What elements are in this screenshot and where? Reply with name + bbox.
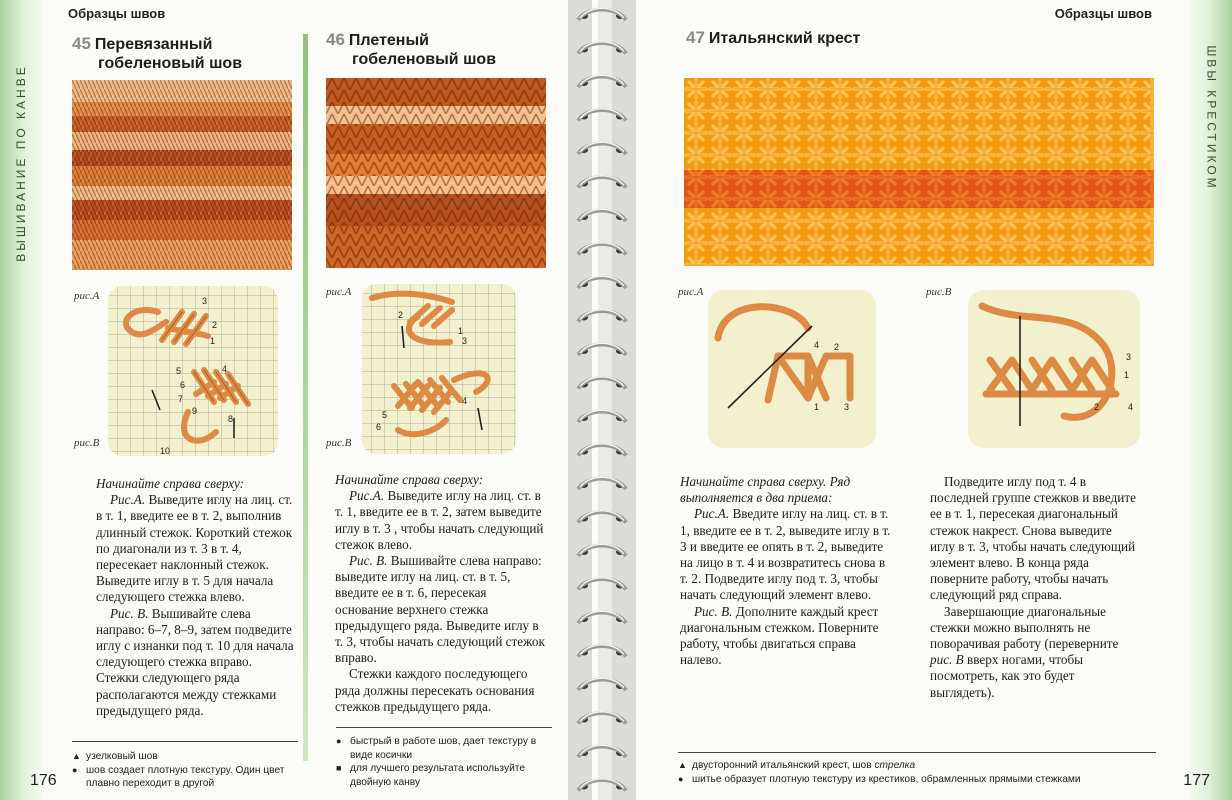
stitch-46-sample-photo [326, 78, 546, 268]
stitch-45-number: 45 [72, 34, 91, 53]
stitch-46-fig-a-label: рис.А [326, 286, 352, 298]
stitch-47-text-col2 [930, 474, 1136, 701]
stitch-47-diagram-b [964, 286, 1144, 457]
note-text: шитье образует плотную текстуру из крестиков, обрамленных прямыми стежками [692, 773, 1081, 785]
d46a-label-3: 3 [462, 336, 468, 346]
note-item [72, 764, 300, 791]
d47a-label-2: 2 [834, 342, 840, 352]
d45a-label-2: 2 [212, 320, 218, 330]
stitch-46-notes-rule [336, 727, 552, 728]
stitch-47-text-col1 [680, 474, 892, 668]
stitch-45-notes [72, 750, 300, 791]
stitch-47-para1: Введите иглу на лиц. ст. в т. 1, введите ее в т. 2, выведите иглу в т. 3 и введите ее опять в т. 2, выведите на лицо в т. 4 и возвратитесь снова в т. 2. Подведите иглу под т. 3, чтобы начать следующий элемент влево. [680, 506, 891, 603]
stitch-45-title-line1: Перевязанный [94, 36, 213, 53]
d46a-label-1: 1 [458, 326, 464, 336]
stitch-45-para1: Выведите иглу на лиц. ст. в т. 1, введите ее в т. 2, выполнив длинный стежок. Короткий стежок по диагонали из т. 3 в т. 4, пересекает наклонный стежок. Выведите иглу в т. 5 для начала следующего стежка влево. [96, 492, 293, 605]
d45b-label-5: 5 [176, 366, 182, 376]
stitch-45-para1-label: Рис.А. [110, 492, 146, 508]
column-divider-bar [303, 34, 308, 761]
stitch-45-intro: Начинайте справа сверху: [96, 476, 245, 491]
stitch-47-fig-b-label: рис.В [926, 286, 952, 298]
stitch-46-title-line2: гобеленовый шов [352, 51, 497, 68]
stitch-47-para4-italic: рис. В [930, 652, 964, 668]
stitch-46-notes [336, 735, 548, 789]
note-marker: ● [336, 736, 342, 746]
left-side-title: ВЫШИВАНИЕ ПО КАНВЕ [14, 64, 28, 262]
note-text: для лучшего результата используйте двойную канву [350, 763, 525, 788]
stitch-47-para1-label: Рис.А. [694, 506, 730, 522]
left-running-head: Образцы швов [68, 6, 166, 21]
stitch-45-text [96, 476, 296, 719]
d45b-label-9: 9 [192, 406, 198, 416]
stitch-46-fig-b-label: рис.В [326, 437, 352, 449]
note-item [72, 750, 300, 764]
note-marker: ● [678, 773, 684, 784]
stitch-45-sample-photo [72, 80, 292, 270]
d45b-label-6: 6 [180, 380, 186, 390]
note-marker: ■ [336, 763, 342, 773]
d47b-label-1: 1 [1124, 370, 1130, 380]
stitch-47-title [686, 28, 860, 48]
stitch-45-para2: Вышивайте слева направо: 6–7, 8–9, затем подведите иглу с изнанки под т. 10 для начала следующего стежка вправо. Стежки следующего ряда располагаются между стежками предыдущего ряда. [96, 605, 294, 718]
right-side-title: ШВЫ КРЕСТИКОМ [1204, 45, 1218, 191]
note-text: узелковый шов [86, 751, 158, 762]
note-marker: ▲ [678, 760, 687, 770]
note-item [336, 735, 548, 762]
right-page-number: 177 [1183, 772, 1210, 789]
stitch-47-para3: Подведите иглу под т. 4 в последней группе стежков и введите ее в т. 1, пересекая диагональный стежок накрест. Снова выведите иглу в т. 3, чтобы начать следующий элемент влево. В конца ряда поверните работу, чтобы начать следующий ряд справа. [930, 474, 1136, 603]
d47b-label-3: 3 [1126, 352, 1132, 362]
d45b-label-10: 10 [160, 446, 171, 456]
stitch-47-intro: Начинайте справа сверху. Ряд выполняется в два приема: [680, 474, 851, 506]
right-page [618, 0, 1232, 800]
d46b-label-5: 5 [382, 410, 388, 420]
stitch-47-sample-photo [684, 78, 1154, 266]
note-text: шов создает плотную текстуру. Один цвет плавно переходит в другой [86, 764, 285, 789]
stitch-46-title [326, 30, 496, 69]
spiral-binding [568, 0, 636, 800]
d46a-label-2: 2 [398, 310, 404, 320]
stitch-47-diagram-a [704, 286, 880, 457]
stitch-47-para4-after: вверх ногами, чтобы посмотреть, как это будет выглядеть). [930, 652, 1084, 700]
stitch-45-diagram [104, 282, 282, 465]
d47b-label-2: 2 [1094, 402, 1100, 412]
stitch-47-fig-a-label: рис.А [678, 286, 704, 298]
stitch-46-para1: Выведите иглу на лиц. ст. в т. 1, введите ее в т. 2, затем выведите иглу в т. 3 , чтобы начать следующий стежок влево. [335, 488, 544, 552]
stitch-47-para2: Дополните каждый крест диагональным стежком. Поверните работу, чтобы двигаться справа налево. [680, 603, 879, 668]
d46b-label-4: 4 [462, 396, 468, 406]
note-text: двусторонний итальянский крест, шов [692, 760, 875, 771]
note-text: быстрый в работе шов, дает текстуру в виде косички [350, 736, 537, 761]
note-item [678, 773, 1178, 787]
stitch-46-intro: Начинайте справа сверху: [335, 472, 484, 487]
note-item [336, 762, 548, 789]
stitch-46-para3: Стежки каждого последующего ряда должны пересекать основания стежков предыдущего ряда. [335, 666, 535, 714]
stitch-47-number: 47 [686, 28, 705, 47]
stitch-46-text [335, 472, 547, 715]
stitch-46-para2-label: Рис. В. [349, 553, 388, 569]
d45a-label-1: 1 [210, 336, 216, 346]
d47a-label-3: 3 [844, 402, 850, 412]
d45b-label-4: 4 [222, 364, 228, 374]
stitch-47-para2-label: Рис. В. [694, 603, 733, 619]
d47a-label-4: 4 [814, 340, 820, 350]
stitch-45-title [72, 34, 242, 73]
stitch-45-fig-b-label: рис.В [74, 437, 100, 449]
left-page-number: 176 [30, 772, 57, 789]
d45b-label-7: 7 [178, 394, 184, 404]
stitch-46-title-line1: Плетеный [348, 32, 429, 49]
d45a-label-3: 3 [202, 296, 208, 306]
stitch-47-title-text: Итальянский крест [708, 30, 861, 47]
note-item [678, 759, 1178, 773]
d45b-label-8: 8 [228, 414, 234, 424]
d47a-label-1: 1 [814, 402, 820, 412]
stitch-46-para1-label: Рис.А. [349, 488, 385, 504]
stitch-46-diagram [358, 280, 520, 463]
stitch-46-para2: Вышивайте слева направо: выведите иглу на лиц. ст. в т. 5, введите ее в т. 6, пересекая основание верхнего стежка предыдущего ряда. Выведите иглу в т. 3, чтобы начать следующий стежок вправо. [335, 553, 545, 666]
right-running-head: Образцы швов [1054, 6, 1152, 21]
note-marker: ▲ [72, 751, 81, 761]
d47b-label-4: 4 [1128, 402, 1134, 412]
stitch-45-title-line2: гобеленовый шов [98, 55, 243, 72]
note-text-italic: стрелка [874, 760, 916, 771]
stitch-46-number: 46 [326, 30, 345, 49]
stitch-45-fig-a-label: рис.А [74, 290, 100, 302]
stitch-47-notes-rule [678, 752, 1156, 753]
note-marker: ● [72, 764, 78, 775]
d46b-label-6: 6 [376, 422, 382, 432]
stitch-47-notes [678, 759, 1178, 786]
left-page [0, 0, 598, 800]
stitch-47-para4-before: Завершающие диагональные стежки можно выполнять не поворачивая работу (переверните [930, 603, 1119, 652]
stitch-45-para2-label: Рис. В. [110, 605, 149, 621]
stitch-45-notes-rule [72, 741, 298, 742]
